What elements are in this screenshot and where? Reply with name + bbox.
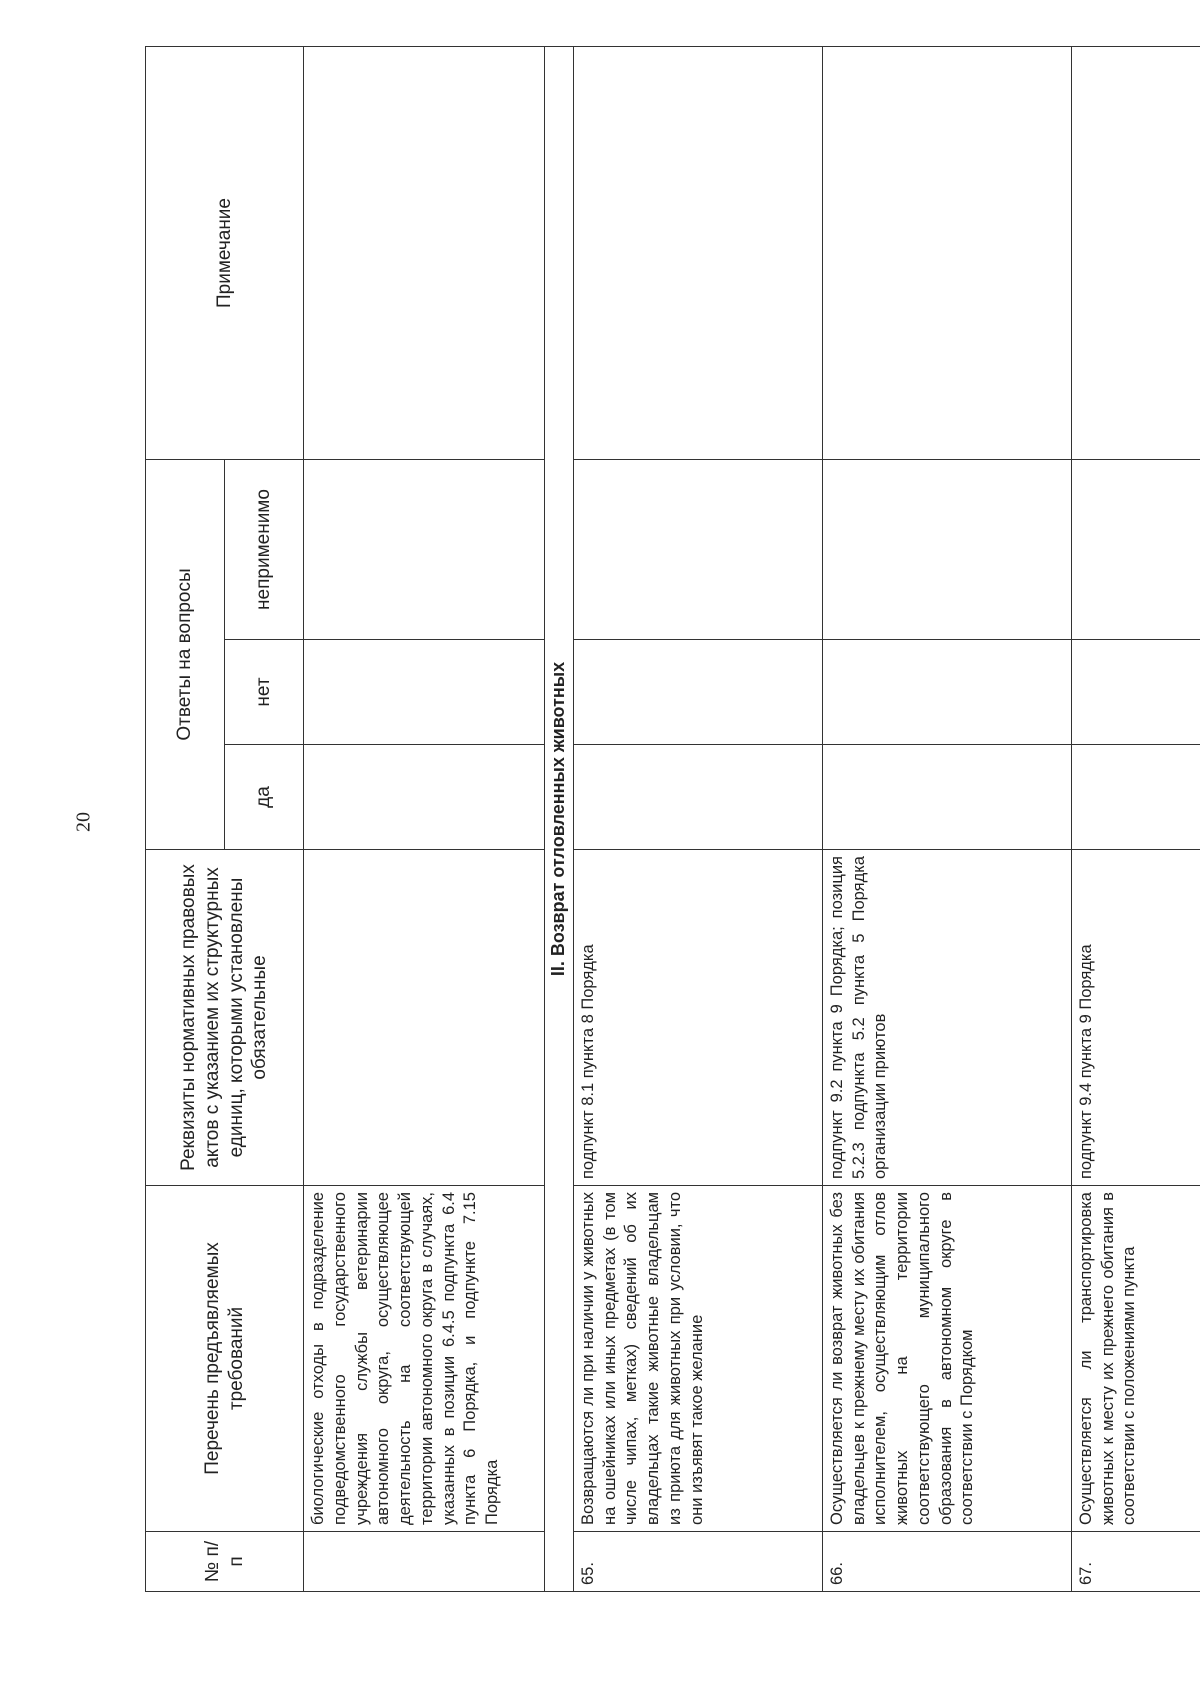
- row-num: [304, 1532, 545, 1592]
- answer-no-cell[interactable]: [822, 640, 1071, 745]
- answer-na-cell[interactable]: [1071, 459, 1200, 639]
- header-num: № п/п: [146, 1532, 304, 1592]
- row-legal: подпункт 9.2 пункта 9 Порядка; позиция 5.2.3 подпункта 5.2 пункта 5 Порядка организации приютов: [822, 850, 1071, 1186]
- row-requirement: Осуществляется ли возврат животных без владельцев к прежнему месту их обитания исполнителем, осуществляющим отлов животных на территории соответствующего муниципального образования в автономном округе в соответствии с Порядком: [822, 1186, 1071, 1532]
- table-row: [1071, 46, 1200, 1591]
- row-requirement: Осуществляется ли транспортировка животных к месту их прежнего обитания в соответствии с положениями пункта: [1071, 1186, 1200, 1532]
- page-number: 20: [72, 812, 95, 832]
- header-na: неприменимо: [225, 459, 304, 639]
- answer-na-cell[interactable]: [304, 459, 545, 639]
- header-yes: да: [225, 745, 304, 850]
- rotated-table-container: [145, 47, 1139, 1592]
- note-cell[interactable]: [573, 46, 822, 459]
- row-legal: подпункт 9.4 пункта 9 Порядка: [1071, 850, 1200, 1186]
- answer-na-cell[interactable]: [822, 459, 1071, 639]
- answer-yes-cell[interactable]: [304, 745, 545, 850]
- header-requirements: Перечень предъявляемых требований: [146, 1186, 304, 1532]
- header-note: Примечание: [146, 46, 304, 459]
- row-requirement: биологические отходы в подразделение подведомственного государственного учреждения службы ветеринарии автономного округа, осуществляющее деятельность на соответствующей территории автономного округа в случаях, указанных в позиции 6.4.5 подпункта 6.4 пункта 6 Порядка, и подпункте 7.15 Порядка: [304, 1186, 545, 1532]
- answer-no-cell[interactable]: [304, 640, 545, 745]
- row-num: 66.: [822, 1532, 1071, 1592]
- answer-yes-cell[interactable]: [573, 745, 822, 850]
- answer-na-cell[interactable]: [573, 459, 822, 639]
- section-title: II. Возврат отловленных животных: [545, 46, 574, 1591]
- table-row: [573, 46, 822, 1591]
- table-row: [822, 46, 1071, 1591]
- row-requirement: Возвращаются ли при наличии у животных на ошейниках или иных предметах (в том числе чипах, метках) сведений об их владельцах такие животные владельцам из приюта для животных при условии, что они изъявят такое желание: [573, 1186, 822, 1532]
- header-answers: Ответы на вопросы: [146, 459, 225, 849]
- note-cell[interactable]: [304, 46, 545, 459]
- table-row: [304, 46, 545, 1591]
- row-num: 65.: [573, 1532, 822, 1592]
- row-legal: [304, 850, 545, 1186]
- answer-yes-cell[interactable]: [822, 745, 1071, 850]
- answer-no-cell[interactable]: [1071, 640, 1200, 745]
- row-num: 67.: [1071, 1532, 1200, 1592]
- header-legal: Реквизиты нормативных правовых актов с указанием их структурных единиц, которыми установлены обязательные: [146, 850, 304, 1186]
- answer-yes-cell[interactable]: [1071, 745, 1200, 850]
- note-cell[interactable]: [822, 46, 1071, 459]
- note-cell[interactable]: [1071, 46, 1200, 459]
- answer-no-cell[interactable]: [573, 640, 822, 745]
- header-no: нет: [225, 640, 304, 745]
- row-legal: подпункт 8.1 пункта 8 Порядка: [573, 850, 822, 1186]
- section-row: [545, 46, 574, 1591]
- requirements-table: [145, 46, 1200, 1592]
